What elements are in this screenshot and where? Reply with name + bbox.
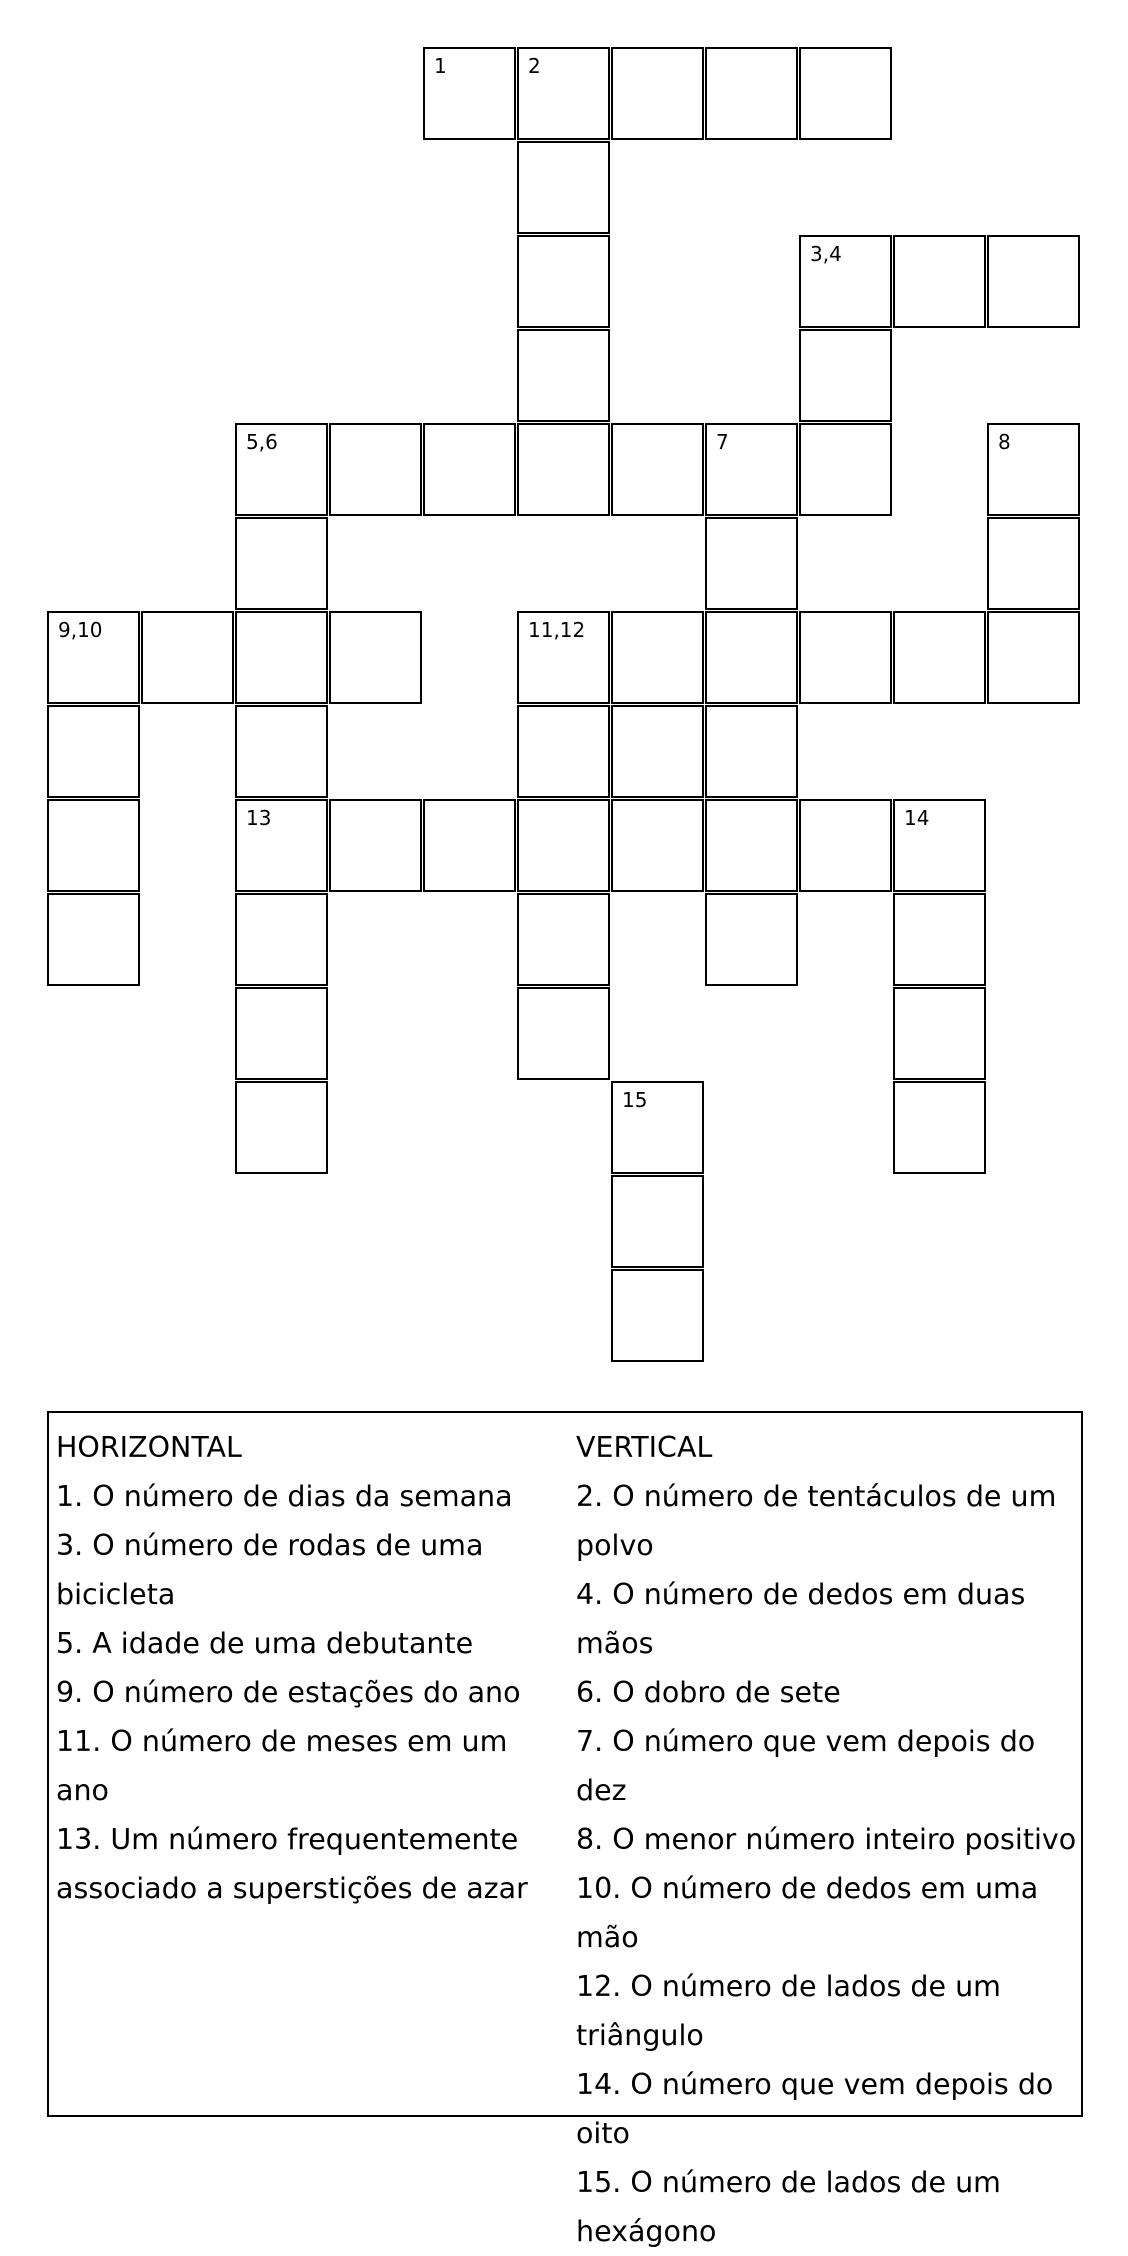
grid-cell[interactable]: [517, 141, 610, 234]
clue-vertical-2: 2. O número de tentáculos de um polvo: [576, 1480, 1057, 1562]
grid-cell[interactable]: [893, 235, 986, 328]
grid-cell[interactable]: [799, 329, 892, 422]
vertical-clues: [576, 1413, 1081, 2256]
grid-cell[interactable]: [47, 799, 140, 892]
grid-cell[interactable]: [235, 423, 328, 516]
grid-cell[interactable]: [611, 705, 704, 798]
clue-vertical-8: 8. O menor número inteiro positivo: [576, 1823, 1077, 1856]
grid-cell[interactable]: [705, 423, 798, 516]
grid-cell[interactable]: [47, 705, 140, 798]
grid-cell[interactable]: [799, 423, 892, 516]
clue-vertical-6: 6. O dobro de sete: [576, 1676, 841, 1709]
grid-cell[interactable]: [329, 423, 422, 516]
vertical-title: VERTICAL: [576, 1431, 713, 1464]
grid-cell[interactable]: [705, 705, 798, 798]
grid-cell[interactable]: [329, 611, 422, 704]
clue-number: 2: [528, 54, 541, 78]
grid-cell[interactable]: [517, 611, 610, 704]
grid-cell[interactable]: [235, 705, 328, 798]
clue-number: 1: [434, 54, 447, 78]
grid-cell[interactable]: [987, 423, 1080, 516]
clue-number: 14: [904, 806, 930, 830]
grid-cell[interactable]: [235, 611, 328, 704]
grid-cell[interactable]: [423, 47, 516, 140]
grid-cell[interactable]: [611, 1175, 704, 1268]
clue-vertical-14: 14. O número que vem depois do oito: [576, 2068, 1054, 2150]
grid-cell[interactable]: [799, 611, 892, 704]
grid-cell[interactable]: [987, 517, 1080, 610]
grid-cell[interactable]: [517, 987, 610, 1080]
clue-horizontal-13: 13. Um número frequentemente associado a superstições de azar: [56, 1823, 528, 1905]
grid-cell[interactable]: [423, 799, 516, 892]
grid-cell[interactable]: [611, 423, 704, 516]
grid-cell[interactable]: [235, 1081, 328, 1174]
grid-cell[interactable]: [47, 611, 140, 704]
grid-cell[interactable]: [705, 47, 798, 140]
grid-cell[interactable]: [893, 799, 986, 892]
clue-horizontal-5: 5. A idade de uma debutante: [56, 1627, 474, 1660]
clue-number: 7: [716, 430, 729, 454]
grid-cell[interactable]: [329, 799, 422, 892]
grid-cell[interactable]: [893, 611, 986, 704]
grid-cell[interactable]: [611, 1269, 704, 1362]
grid-cell[interactable]: [893, 987, 986, 1080]
clue-number: 13: [246, 806, 272, 830]
grid-cell[interactable]: [987, 235, 1080, 328]
grid-cell[interactable]: [517, 235, 610, 328]
grid-cell[interactable]: [611, 1081, 704, 1174]
clue-number: 8: [998, 430, 1011, 454]
grid-cell[interactable]: [611, 47, 704, 140]
grid-cell[interactable]: [517, 893, 610, 986]
horizontal-title: HORIZONTAL: [56, 1431, 242, 1464]
clue-horizontal-9: 9. O número de estações do ano: [56, 1676, 521, 1709]
grid-cell[interactable]: [517, 329, 610, 422]
clue-number: 3,4: [810, 242, 842, 266]
grid-cell[interactable]: [611, 611, 704, 704]
clue-horizontal-11: 11. O número de meses em um ano: [56, 1725, 508, 1807]
grid-cell[interactable]: [517, 705, 610, 798]
grid-cell[interactable]: [517, 423, 610, 516]
clue-vertical-12: 12. O número de lados de um triângulo: [576, 1970, 1001, 2052]
grid-cell[interactable]: [705, 799, 798, 892]
grid-cell[interactable]: [611, 799, 704, 892]
grid-cell[interactable]: [235, 799, 328, 892]
grid-cell[interactable]: [235, 517, 328, 610]
clue-number: 5,6: [246, 430, 278, 454]
grid-cell[interactable]: [893, 1081, 986, 1174]
grid-cell[interactable]: [799, 235, 892, 328]
clue-vertical-7: 7. O número que vem depois do dez: [576, 1725, 1036, 1807]
grid-cell[interactable]: [705, 611, 798, 704]
clue-vertical-10: 10. O número de dedos em uma mão: [576, 1872, 1039, 1954]
grid-cell[interactable]: [141, 611, 234, 704]
grid-cell[interactable]: [517, 47, 610, 140]
clues-box: [47, 1411, 1083, 2248]
grid-cell[interactable]: [799, 799, 892, 892]
grid-cell[interactable]: [517, 799, 610, 892]
clue-number: 15: [622, 1088, 648, 1112]
grid-cell[interactable]: [47, 893, 140, 986]
grid-cell[interactable]: [235, 893, 328, 986]
clue-horizontal-3: 3. O número de rodas de uma bicicleta: [56, 1529, 484, 1611]
grid-cell[interactable]: [705, 517, 798, 610]
clue-number: 11,12: [528, 618, 586, 642]
grid-cell[interactable]: [799, 47, 892, 140]
clue-vertical-4: 4. O número de dedos em duas mãos: [576, 1578, 1026, 1660]
grid-cell[interactable]: [893, 893, 986, 986]
clue-horizontal-1: 1. O número de dias da semana: [56, 1480, 513, 1513]
grid-cell[interactable]: [705, 893, 798, 986]
clue-number: 9,10: [58, 618, 103, 642]
grid-cell[interactable]: [987, 611, 1080, 704]
grid-cell[interactable]: [423, 423, 516, 516]
grid-cell[interactable]: [235, 987, 328, 1080]
clue-vertical-15: 15. O número de lados de um hexágono: [576, 2166, 1001, 2248]
horizontal-clues: [56, 1413, 556, 1913]
